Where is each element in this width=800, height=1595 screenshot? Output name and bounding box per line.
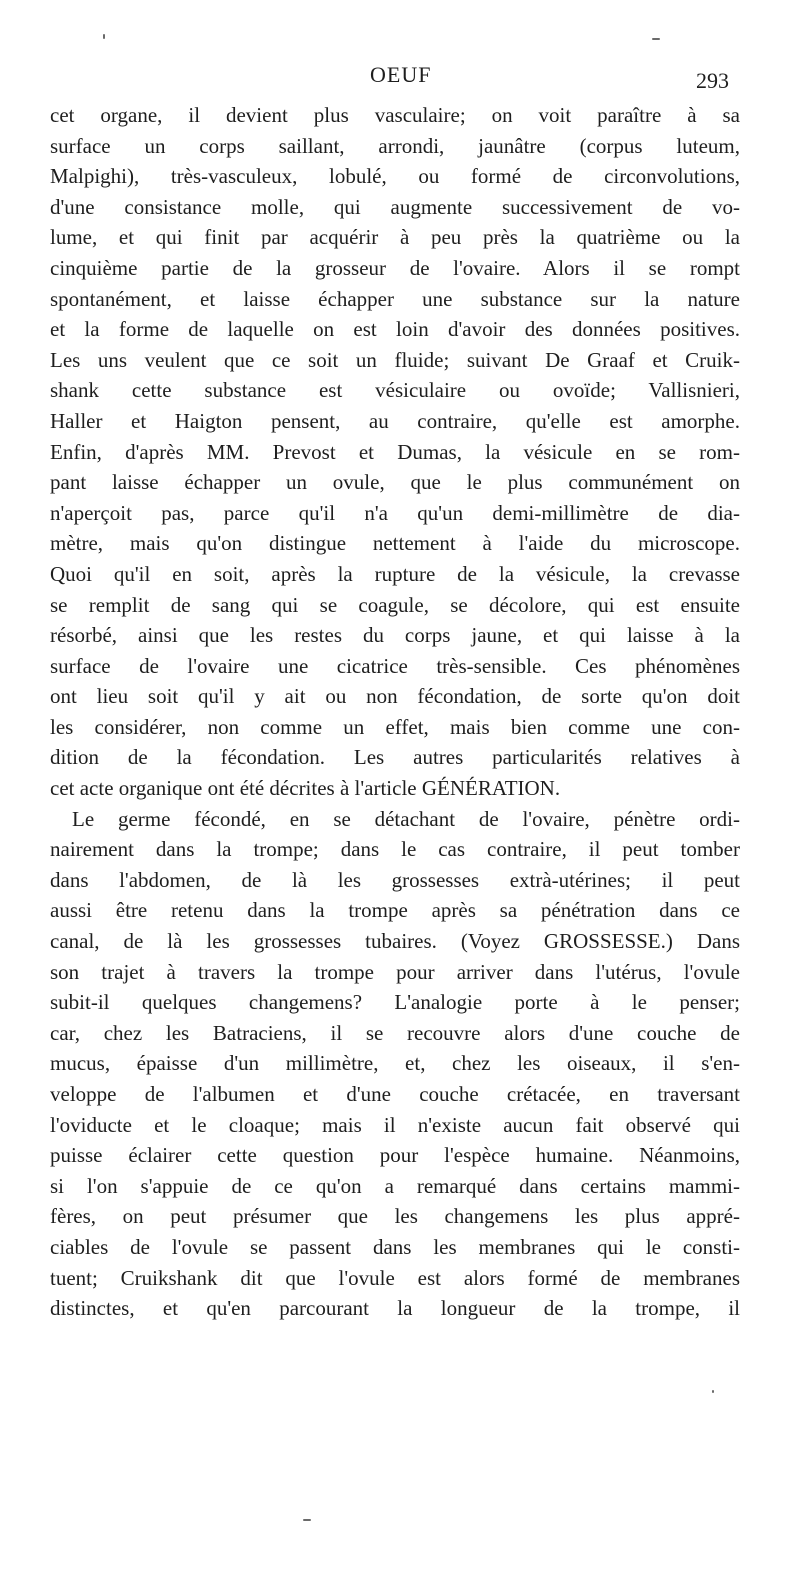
text-line: ont lieu soit qu'il y ait ou non fécondation, de sorte qu'on doit xyxy=(50,684,740,709)
text-line: nairement dans la trompe; dans le cas contraire, il peut tomber xyxy=(50,837,740,862)
text-line: lume, et qui finit par acquérir à peu près la quatrième ou la xyxy=(50,225,740,250)
text-line: dition de la fécondation. Les autres particularités relatives à xyxy=(50,745,740,770)
scan-speck xyxy=(712,1390,714,1393)
text-line: surface un corps saillant, arrondi, jaunâtre (corpus luteum, xyxy=(50,133,740,158)
text-line: shank cette substance est vésiculaire ou ovoïde; Vallisnieri, xyxy=(50,378,740,403)
text-line: les considérer, non comme un effet, mais bien comme une con- xyxy=(50,714,740,739)
running-head-title: OEUF xyxy=(370,62,432,87)
text-line: n'aperçoit pas, parce qu'il n'a qu'un demi-millimètre de dia- xyxy=(50,500,740,525)
text-line: surface de l'ovaire une cicatrice très-sensible. Ces phénomènes xyxy=(50,653,740,678)
text-line: résorbé, ainsi que les restes du corps jaune, et qui laisse à la xyxy=(50,623,740,648)
body-text xyxy=(50,100,740,1324)
text-line: tuent; Cruikshank dit que l'ovule est alors formé de membranes xyxy=(50,1265,740,1290)
text-line: car, chez les Batraciens, il se recouvre alors d'une couche de xyxy=(50,1020,740,1045)
text-line: spontanément, et laisse échapper une substance sur la nature xyxy=(50,286,740,311)
text-line: d'une consistance molle, qui augmente successivement de vo- xyxy=(50,194,740,219)
text-line: l'oviducte et le cloaque; mais il n'existe aucun fait observé qui xyxy=(50,1112,740,1137)
text-line: Haller et Haigton pensent, au contraire, qu'elle est amorphe. xyxy=(50,408,740,433)
text-line: puisse éclairer cette question pour l'espèce humaine. Néanmoins, xyxy=(50,1143,740,1168)
text-line: et la forme de laquelle on est loin d'avoir des données positives. xyxy=(50,317,740,342)
text-line: fères, on peut présumer que les changemens les plus appré- xyxy=(50,1204,740,1229)
text-line: mètre, mais qu'on distingue nettement à l'aide du microscope. xyxy=(50,531,740,556)
text-line: dans l'abdomen, de là les grossesses extrà-utérines; il peut xyxy=(50,867,740,892)
scan-speck xyxy=(652,38,660,40)
scan-speck xyxy=(303,1519,311,1521)
text-line: Enfin, d'après MM. Prevost et Dumas, la vésicule en se rom- xyxy=(50,439,740,464)
text-line: cet acte organique ont été décrites à l'article GÉNÉRATION. xyxy=(50,776,561,801)
text-line: Quoi qu'il en soit, après la rupture de la vésicule, la crevasse xyxy=(50,561,740,586)
text-line: Les uns veulent que ce soit un fluide; suivant De Graaf et Cruik- xyxy=(50,347,740,372)
text-line: Malpighi), très-vasculeux, lobulé, ou formé de circonvolutions, xyxy=(50,164,740,189)
running-head xyxy=(0,62,800,102)
text-line: distinctes, et qu'en parcourant la longueur de la trompe, il xyxy=(50,1296,740,1321)
text-line: si l'on s'appuie de ce qu'on a remarqué dans certains mammi- xyxy=(50,1173,740,1198)
page-number: 293 xyxy=(696,68,729,93)
paragraph-first-line: Le germe fécondé, en se détachant de l'ovaire, pénètre ordi- xyxy=(72,806,740,831)
scan-speck xyxy=(103,34,105,39)
text-line: son trajet à travers la trompe pour arriver dans l'utérus, l'ovule xyxy=(50,959,740,984)
text-line: cet organe, il devient plus vasculaire; on voit paraître à sa xyxy=(50,103,740,127)
text-line: canal, de là les grossesses tubaires. (Voyez GROSSESSE.) Dans xyxy=(50,929,740,954)
text-line: mucus, épaisse d'un millimètre, et, chez les oiseaux, il s'en- xyxy=(50,1051,740,1076)
text-line: pant laisse échapper un ovule, que le plus communément on xyxy=(50,470,740,495)
text-line: se remplit de sang qui se coagule, se décolore, qui est ensuite xyxy=(50,592,740,617)
text-line: aussi être retenu dans la trompe après sa pénétration dans ce xyxy=(50,898,740,923)
text-line: ciables de l'ovule se passent dans les membranes qui le consti- xyxy=(50,1234,740,1259)
text-line: cinquième partie de la grosseur de l'ovaire. Alors il se rompt xyxy=(50,255,740,280)
text-line: veloppe de l'albumen et d'une couche crétacée, en traversant xyxy=(50,1082,740,1106)
text-line: subit-il quelques changemens? L'analogie porte à le penser; xyxy=(50,990,740,1015)
